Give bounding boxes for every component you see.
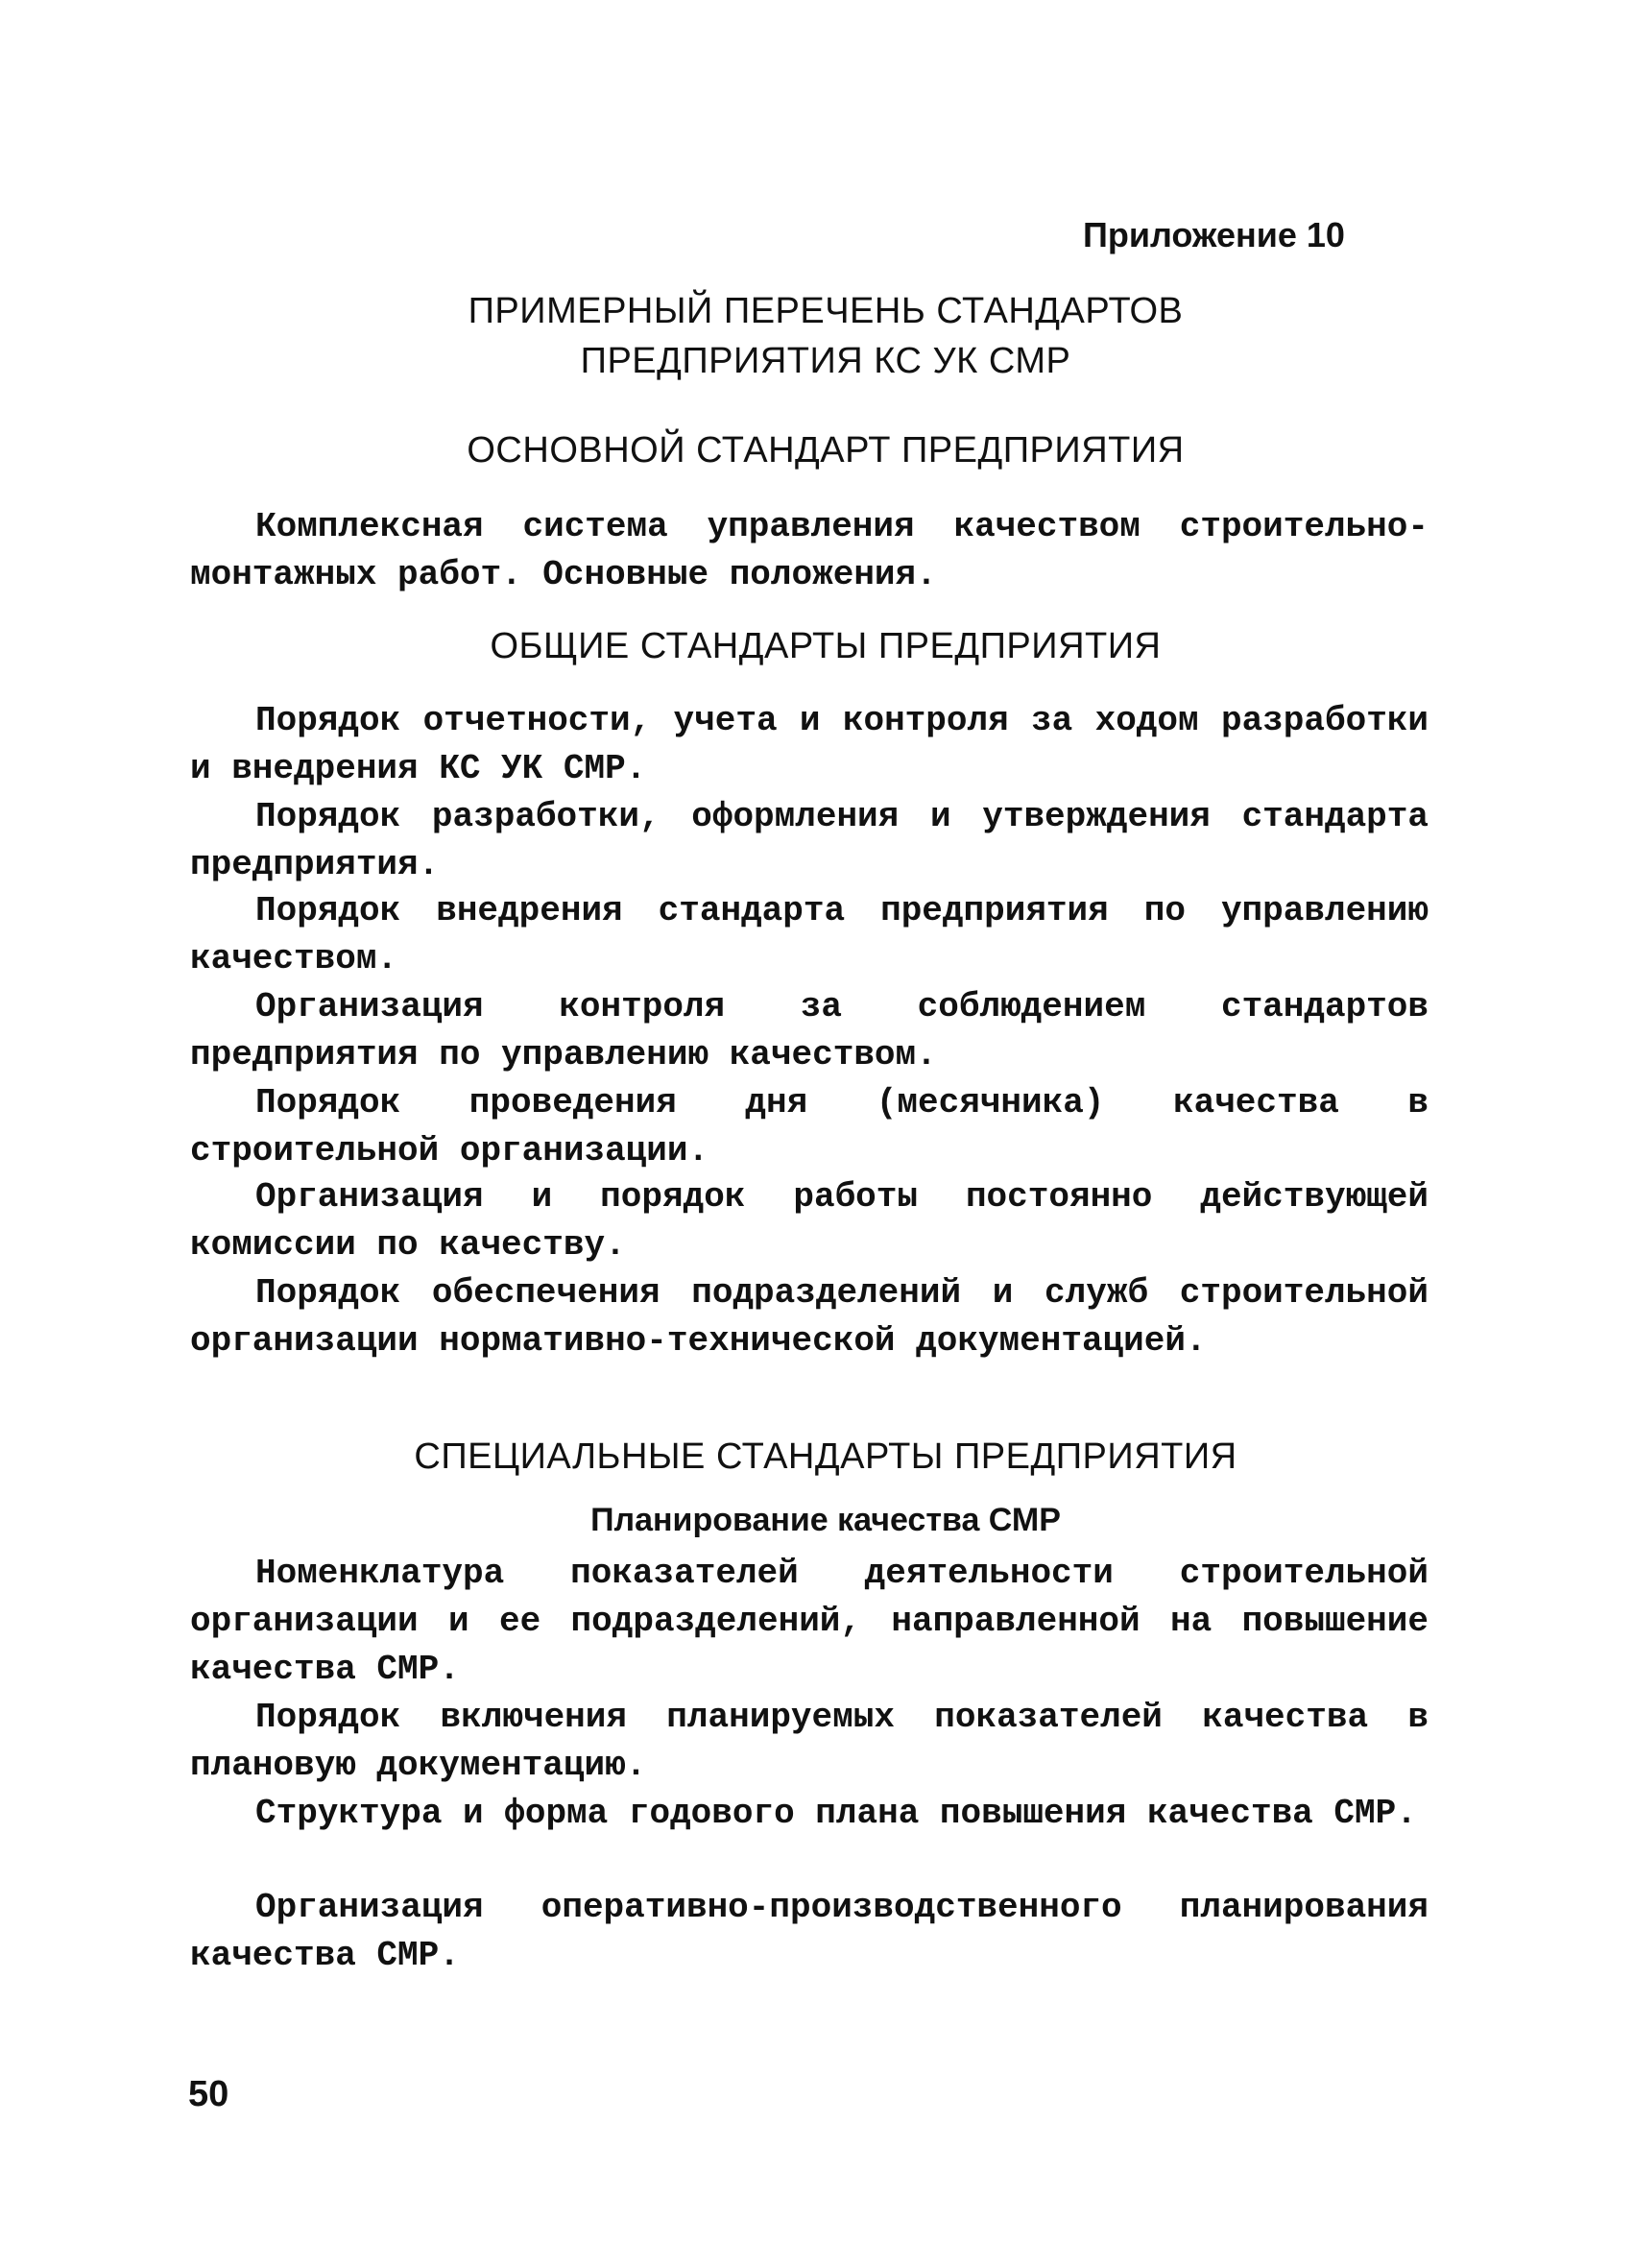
page-number: 50	[188, 2074, 229, 2114]
list-item: Порядок отчетности, учета и контроля за ходом разработки и внедрения КС УК СМР.	[190, 701, 1429, 788]
list-item: Организация и порядок работы постоянно действующей комиссии по качеству.	[190, 1177, 1429, 1265]
list-item: Комплексная система управления качеством строительно-монтажных работ. Основные положения.	[190, 507, 1429, 594]
list-item: Организация оперативно-производственного планирования качества СМР.	[190, 1888, 1429, 1975]
document-title	[326, 286, 1325, 386]
list-item: Порядок разработки, оформления и утверждения стандарта предприятия.	[190, 797, 1429, 884]
section-heading-general-standards: ОБЩИЕ СТАНДАРТЫ ПРЕДПРИЯТИЯ	[490, 626, 1162, 666]
section-heading-main-standard: ОСНОВНОЙ СТАНДАРТ ПРЕДПРИЯТИЯ	[467, 430, 1185, 470]
list-item: Порядок проведения дня (месячника) качества в строительной организации.	[190, 1083, 1429, 1170]
section-heading-special-standards: СПЕЦИАЛЬНЫЕ СТАНДАРТЫ ПРЕДПРИЯТИЯ	[414, 1436, 1237, 1477]
list-item: Порядок обеспечения подразделений и служб строительной организации нормативно-технической документацией.	[190, 1273, 1429, 1361]
subsection-heading-quality-planning: Планирование качества СМР	[590, 1502, 1061, 1538]
list-item: Порядок включения планируемых показателей качества в плановую документацию.	[190, 1698, 1429, 1785]
list-item: Номенклатура показателей деятельности строительной организации и ее подразделений, направленной на повышение качества СМР.	[190, 1554, 1429, 1689]
title-line-1: ПРИМЕРНЫЙ ПЕРЕЧЕНЬ СТАНДАРТОВ	[468, 291, 1184, 331]
appendix-label: Приложение 10	[1083, 215, 1345, 254]
list-item: Порядок внедрения стандарта предприятия по управлению качеством.	[190, 891, 1429, 978]
list-item: Организация контроля за соблюдением стандартов предприятия по управлению качеством.	[190, 987, 1429, 1074]
title-line-2: ПРЕДПРИЯТИЯ КС УК СМР	[580, 341, 1071, 381]
list-item: Структура и форма годового плана повышения качества СМР.	[255, 1794, 1417, 1833]
